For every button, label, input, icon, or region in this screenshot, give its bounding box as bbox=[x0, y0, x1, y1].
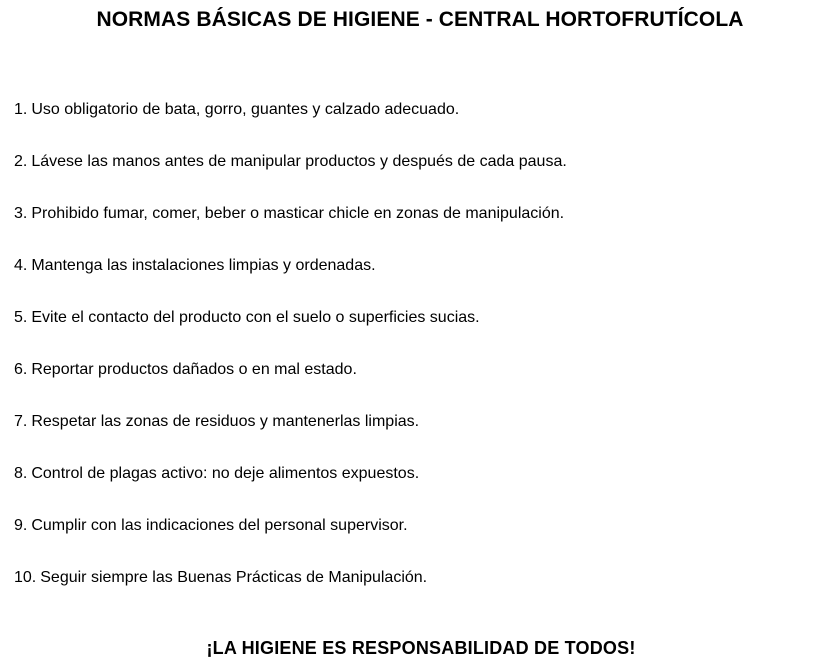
rule-text: Evite el contacto del producto con el suelo o superficies sucias. bbox=[31, 309, 480, 326]
rule-item-8 bbox=[14, 464, 419, 484]
rule-item-9 bbox=[14, 516, 408, 536]
rule-number: 2. bbox=[14, 153, 28, 170]
rule-number: 9. bbox=[14, 517, 28, 534]
rule-number: 1. bbox=[14, 101, 28, 118]
rule-item-2 bbox=[14, 152, 567, 172]
rule-item-6 bbox=[14, 360, 357, 380]
rule-text: Prohibido fumar, comer, beber o masticar chicle en zonas de manipulación. bbox=[31, 205, 565, 222]
rule-item-10 bbox=[14, 568, 427, 588]
rule-number: 8. bbox=[14, 465, 28, 482]
rule-text: Uso obligatorio de bata, gorro, guantes y calzado adecuado. bbox=[31, 101, 460, 118]
rule-number: 5. bbox=[14, 309, 28, 326]
rule-text: Mantenga las instalaciones limpias y ordenadas. bbox=[31, 257, 376, 274]
rule-text: Cumplir con las indicaciones del personal supervisor. bbox=[31, 517, 408, 534]
rule-item-5 bbox=[14, 308, 480, 328]
rule-number: 6. bbox=[14, 361, 28, 378]
page-title: NORMAS BÁSICAS DE HIGIENE - CENTRAL HORTOFRUTÍCOLA bbox=[96, 8, 744, 31]
rule-item-4 bbox=[14, 256, 376, 276]
rule-number: 3. bbox=[14, 205, 28, 222]
rule-text: Lávese las manos antes de manipular productos y después de cada pausa. bbox=[31, 153, 567, 170]
rule-item-7 bbox=[14, 412, 419, 432]
rule-text: Respetar las zonas de residuos y mantenerlas limpias. bbox=[31, 413, 420, 430]
rule-text: Reportar productos dañados o en mal estado. bbox=[31, 361, 357, 378]
footer-slogan: ¡LA HIGIENE ES RESPONSABILIDAD DE TODOS! bbox=[206, 638, 636, 658]
rule-text: Seguir siempre las Buenas Prácticas de Manipulación. bbox=[40, 569, 428, 586]
rule-number: 10. bbox=[14, 569, 37, 586]
rule-number: 7. bbox=[14, 413, 28, 430]
rule-text: Control de plagas activo: no deje alimentos expuestos. bbox=[31, 465, 420, 482]
rule-number: 4. bbox=[14, 257, 28, 274]
rule-item-1 bbox=[14, 100, 459, 120]
rule-item-3 bbox=[14, 204, 564, 224]
